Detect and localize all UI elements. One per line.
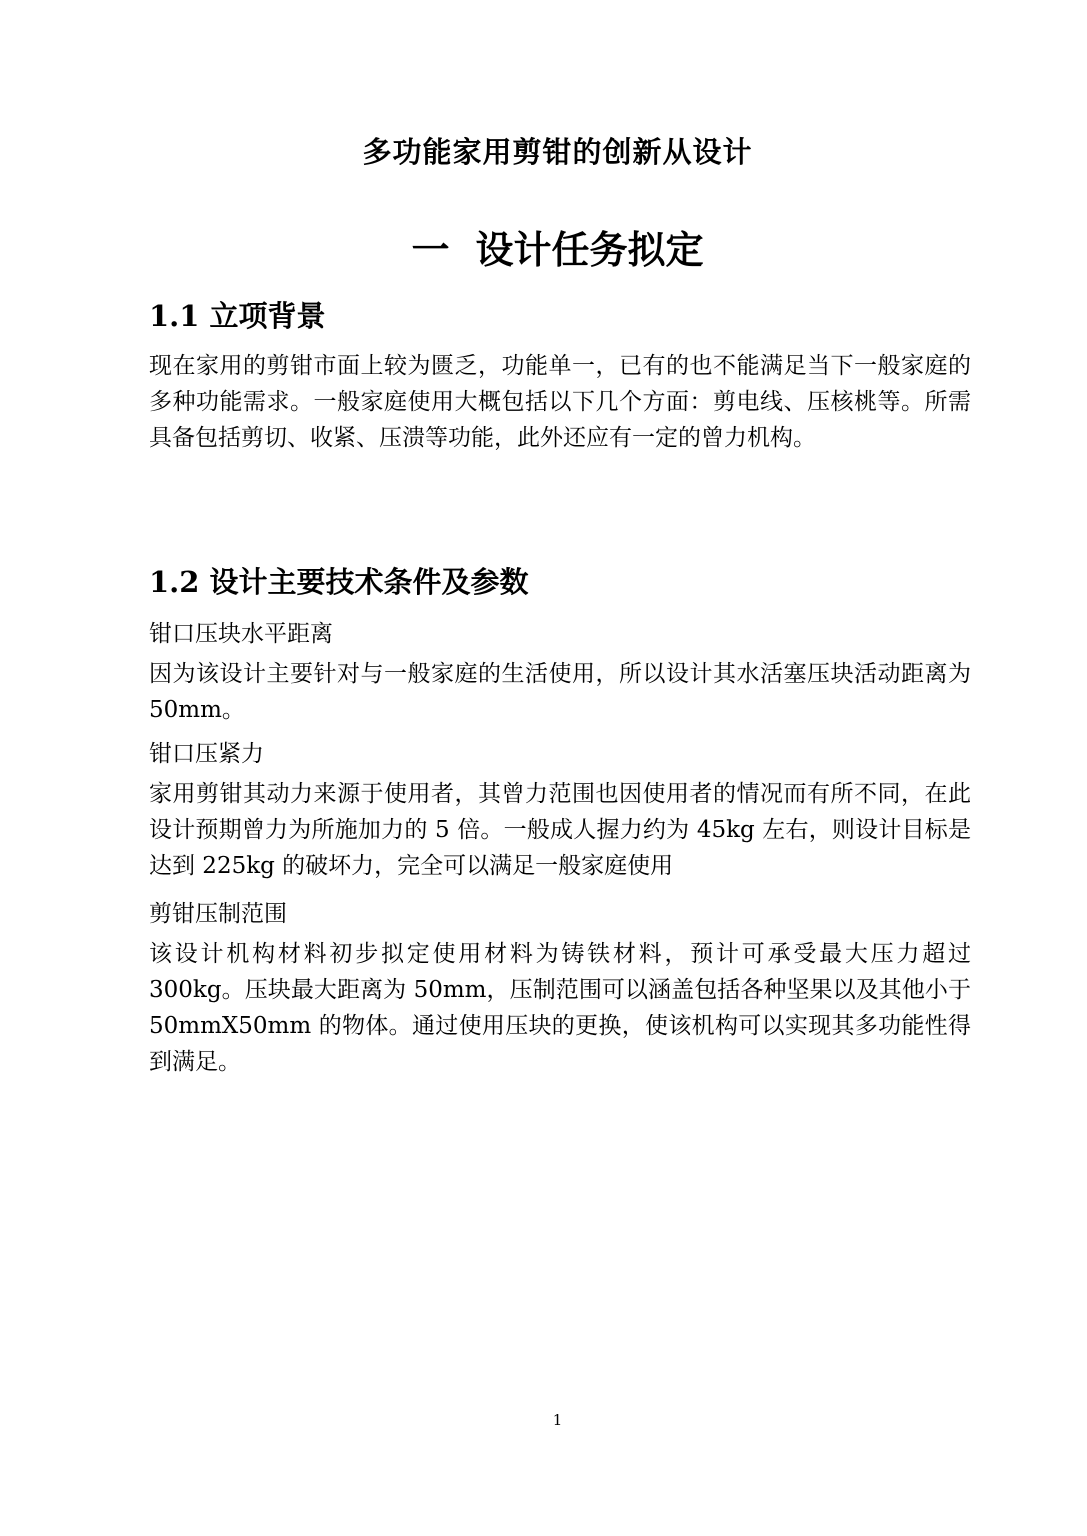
- item-text-jaw-force: 家用剪钳其动力来源于使用者，其曾力范围也因使用者的情况而有所不同，在此设计预期曾力为所施加力的 5 倍。一般成人握力约为 45kg 左右，则设计目标是达到 225kg 的破坏力，完全可以满足一般家庭使用: [149, 781, 971, 879]
- background-paragraph: 现在家用的剪钳市面上较为匮乏，功能单一，已有的也不能满足当下一般家庭的多种功能需求。一般家庭使用大概包括以下几个方面：剪电线、压核桃等。所需具备包括剪切、收紧、压溃等功能，此外还应有一定的曾力机构。: [149, 353, 971, 451]
- item-label-press-range: 剪钳压制范围: [149, 901, 287, 927]
- page-number: 1: [552, 1411, 563, 1429]
- item-label-jaw-force: 钳口压紧力: [149, 741, 264, 767]
- item-text-press-range: 该设计机构材料初步拟定使用材料为铸铁材料，预计可承受最大压力超过 300kg。压块最大距离为 50mm，压制范围可以涵盖包括各种坚果以及其他小于 50mmX50mm 的物体。通过使用压块的更换，使该机构可以实现其多功能性得到满足。: [149, 941, 971, 1075]
- document-title: 多功能家用剪钳的创新从设计: [362, 135, 753, 169]
- section-heading-1-2: 1.2 设计主要技术条件及参数: [149, 565, 529, 599]
- chapter-title: 设计任务拟定: [475, 227, 704, 272]
- item-text-jaw-distance: 因为该设计主要针对与一般家庭的生活使用，所以设计其水活塞压块活动距离为 50mm。: [149, 661, 971, 723]
- section-heading-1-1: 1.1 立项背景: [149, 299, 326, 333]
- chapter-heading: [0, 222, 1087, 278]
- item-label-jaw-distance: 钳口压块水平距离: [149, 621, 333, 647]
- chapter-number: 一: [411, 227, 450, 272]
